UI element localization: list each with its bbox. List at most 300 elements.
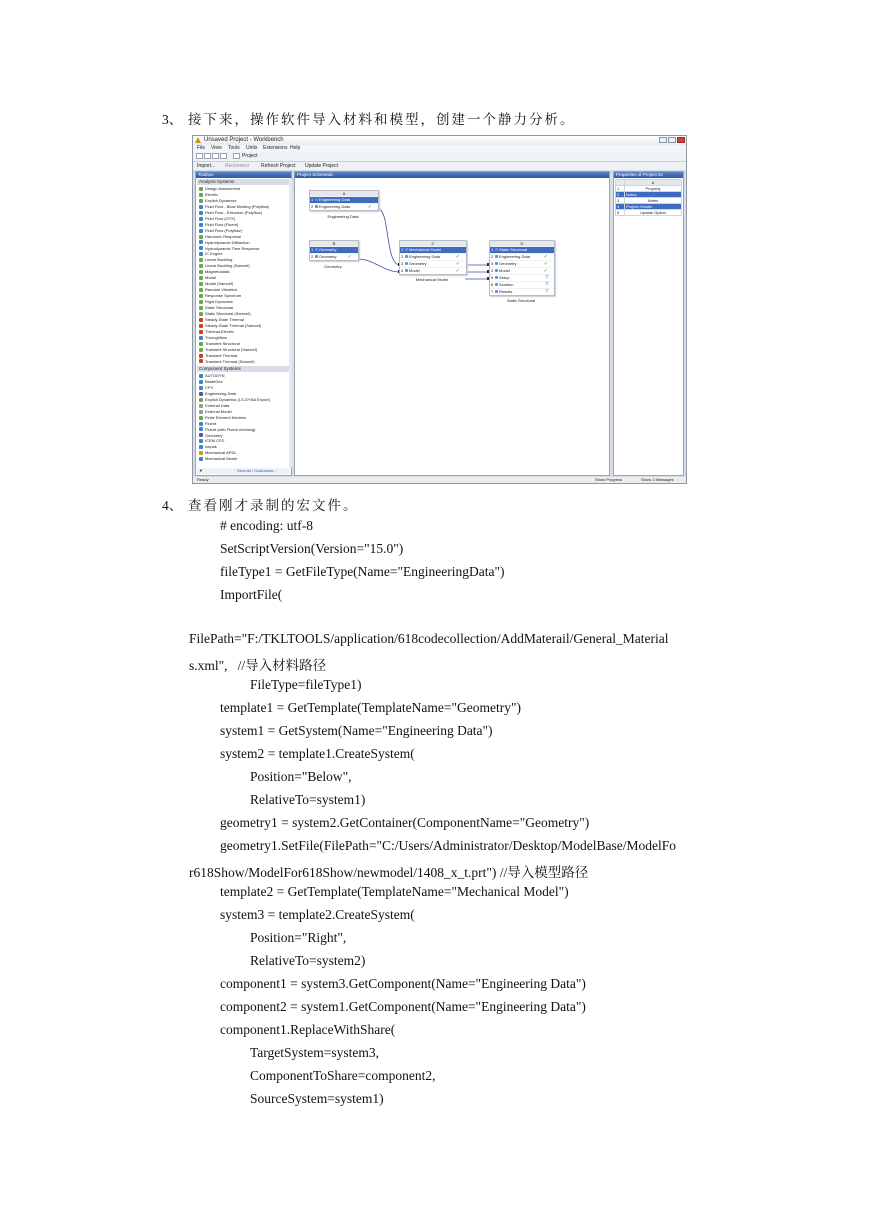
toolbox-item[interactable] bbox=[199, 210, 262, 215]
toolbox-item[interactable] bbox=[199, 341, 240, 346]
code-line: component2 = system1.GetComponent(Name="Engineering Data") bbox=[220, 999, 586, 1014]
toolbox-item-label: BladeGen bbox=[205, 378, 223, 384]
toolbox-item[interactable] bbox=[199, 415, 246, 420]
system-type-icon bbox=[199, 252, 203, 256]
toolbox-item-label: Fluid Flow (CFX) bbox=[205, 215, 236, 221]
system-column-letter: C bbox=[400, 241, 466, 246]
menu-extensions[interactable]: Extensions bbox=[263, 145, 288, 151]
system-type-icon bbox=[199, 422, 203, 426]
code-line: s.xml", //导入材料路径 bbox=[189, 658, 327, 673]
up-to-date-check-icon: ✓ bbox=[543, 254, 548, 260]
toolbox-item[interactable] bbox=[199, 222, 238, 227]
cell-type-icon bbox=[495, 262, 498, 265]
cell-number: 1 bbox=[491, 247, 494, 252]
code-line: template2 = GetTemplate(TemplateName="Mechanical Model") bbox=[220, 884, 569, 899]
cell-type-icon bbox=[315, 248, 318, 251]
cell-number: 4 bbox=[401, 268, 404, 273]
toolbox-item-label: Fluid Flow - Extrusion (Polyflow) bbox=[205, 209, 263, 215]
status-ready: Ready bbox=[197, 477, 209, 482]
toolbox-item-label: Transient Structural (Samcef) bbox=[205, 346, 258, 352]
system-type-icon bbox=[199, 312, 203, 316]
toolbox-item-label: Magnetostatic bbox=[205, 269, 230, 275]
toolbox-item-label: Transient Thermal (Samcef) bbox=[205, 358, 255, 364]
system-type-icon bbox=[199, 276, 203, 280]
cell-label: Geometry bbox=[319, 247, 337, 252]
toolbox-item[interactable] bbox=[199, 287, 237, 292]
status-bar bbox=[193, 477, 686, 483]
system-type-icon bbox=[199, 374, 203, 378]
link-geometry bbox=[357, 259, 400, 272]
close-icon[interactable] bbox=[677, 137, 685, 143]
system-type-icon bbox=[199, 354, 203, 358]
cell-label: Model bbox=[409, 268, 420, 273]
code-line: ComponentToShare=component2, bbox=[250, 1068, 436, 1083]
toolbox-item-label: Fluent (with Fluent meshing) bbox=[205, 426, 256, 432]
cell-type-icon bbox=[405, 269, 408, 272]
toolbox-item[interactable] bbox=[199, 323, 261, 328]
system-type-icon bbox=[199, 386, 203, 390]
system-type-icon bbox=[199, 211, 203, 215]
system-type-icon bbox=[199, 306, 203, 310]
toolbox-item[interactable] bbox=[199, 257, 232, 262]
system-type-icon bbox=[199, 318, 203, 322]
properties-title: Properties of Project Sc bbox=[614, 172, 683, 178]
cell-label: Mechanical Model bbox=[409, 247, 442, 252]
up-to-date-check-icon: ✓ bbox=[455, 268, 460, 274]
step-text: 接下来，操作软件导入材料和模型，创建一个静力分析。 bbox=[188, 112, 576, 127]
up-to-date-check-icon: ✓ bbox=[543, 268, 548, 274]
system-type-icon bbox=[199, 270, 203, 274]
toolbox-item-label: Transient Structural bbox=[205, 340, 240, 346]
schematic-title: Project Schematic bbox=[295, 172, 609, 178]
up-to-date-check-icon: ✓ bbox=[455, 261, 460, 267]
toolbox-item[interactable] bbox=[199, 438, 224, 443]
cell-type-icon bbox=[315, 198, 318, 201]
toolbox-item-label: Steady-State Thermal (Samcef) bbox=[205, 322, 262, 328]
toolbox-item[interactable] bbox=[199, 204, 269, 209]
refresh-required-icon: ? bbox=[545, 282, 548, 288]
system-type-icon bbox=[199, 288, 203, 292]
minimize-icon[interactable] bbox=[659, 137, 667, 143]
system-type-icon bbox=[199, 457, 203, 461]
component-systems-header[interactable]: Component Systems bbox=[197, 366, 290, 372]
up-to-date-check-icon: ✓ bbox=[347, 254, 352, 260]
workbench-screenshot bbox=[192, 135, 687, 484]
cell-type-icon bbox=[495, 248, 498, 251]
up-to-date-check-icon: ✓ bbox=[543, 261, 548, 267]
toolbox-item[interactable] bbox=[199, 456, 237, 461]
cell-type-icon bbox=[315, 255, 318, 258]
toolbox-item[interactable] bbox=[199, 359, 255, 364]
maximize-icon[interactable] bbox=[668, 137, 676, 143]
system-type-icon bbox=[199, 324, 203, 328]
menu-tools[interactable]: Tools bbox=[228, 145, 240, 151]
system-type-icon bbox=[199, 410, 203, 414]
system-cell[interactable] bbox=[400, 267, 466, 274]
code-line: RelativeTo=system2) bbox=[250, 953, 366, 968]
ansys-logo-icon bbox=[195, 137, 201, 143]
cell-number: 2 bbox=[401, 254, 404, 259]
toolbox-item-label: Fluid Flow (Fluent) bbox=[205, 221, 239, 227]
toolbox-item[interactable] bbox=[199, 373, 224, 378]
toolbox-item-label: CFX bbox=[205, 384, 213, 390]
code-line: system3 = template2.CreateSystem( bbox=[220, 907, 415, 922]
toolbox-item[interactable] bbox=[199, 391, 236, 396]
system-cell[interactable] bbox=[490, 274, 554, 281]
toolbox-item[interactable] bbox=[199, 385, 213, 390]
toolbox-item[interactable] bbox=[199, 198, 236, 203]
system-cell[interactable] bbox=[490, 260, 554, 267]
system-cell[interactable] bbox=[310, 196, 378, 203]
cell-label: Engineering Data bbox=[409, 254, 440, 259]
table-row[interactable]: 1 Property bbox=[616, 186, 682, 192]
refresh-required-icon: ? bbox=[545, 289, 548, 295]
system-b[interactable] bbox=[309, 240, 359, 261]
code-line: geometry1.SetFile(FilePath="C:/Users/Administrator/Desktop/ModelBase/ModelFo bbox=[220, 838, 676, 853]
system-type-icon bbox=[199, 398, 203, 402]
toolbox-item[interactable] bbox=[199, 240, 250, 245]
cell-type-icon bbox=[405, 255, 408, 258]
system-type-icon bbox=[199, 282, 203, 286]
toolbox-panel bbox=[195, 171, 292, 476]
system-type-icon bbox=[199, 439, 203, 443]
cell-number: 1 bbox=[311, 197, 314, 202]
toolbox-item-label: Fluid Flow (Polyflow) bbox=[205, 227, 242, 233]
cell-number: 1 bbox=[401, 247, 404, 252]
table-row[interactable]: 4 Project Header bbox=[616, 204, 682, 210]
toolbox-item[interactable] bbox=[199, 335, 227, 340]
properties-table bbox=[615, 179, 682, 216]
cell-number: 3 bbox=[401, 261, 404, 266]
toolbox-item[interactable] bbox=[199, 317, 244, 322]
toolbox-item-label: Transient Thermal bbox=[205, 352, 238, 358]
open-icon[interactable] bbox=[204, 153, 211, 159]
code-line: # encoding: utf-8 bbox=[220, 518, 313, 533]
system-type-icon bbox=[199, 392, 203, 396]
cell-label: Static Structural bbox=[499, 247, 528, 252]
system-d-caption: Static Structural bbox=[506, 298, 536, 303]
code-line: SetScriptVersion(Version="15.0") bbox=[220, 541, 404, 556]
toolbox-item-label: Explicit Dynamics bbox=[205, 197, 237, 203]
cell-label: Geometry bbox=[409, 261, 427, 266]
toolbox-item-label: Hydrodynamic Time Response bbox=[205, 245, 260, 251]
system-cell[interactable] bbox=[490, 267, 554, 274]
toolbox-item-label: Electric bbox=[205, 191, 219, 197]
toolbox-item[interactable] bbox=[199, 311, 251, 316]
filter-icon[interactable]: ▼ bbox=[199, 468, 203, 473]
toolbox-item-label: Hydrodynamic Diffraction bbox=[205, 239, 250, 245]
properties-col-a: A bbox=[625, 180, 682, 186]
toolbox-item-label: Static Structural bbox=[205, 305, 234, 310]
system-cell[interactable] bbox=[310, 203, 378, 210]
system-type-icon bbox=[199, 348, 203, 352]
refresh-required-icon: ? bbox=[545, 275, 548, 281]
table-row[interactable]: 2 Notes bbox=[616, 192, 682, 198]
system-cell[interactable] bbox=[490, 246, 554, 253]
toolbox-item-label: Finite Element Modeler bbox=[205, 414, 247, 420]
menu-units[interactable]: Units bbox=[246, 145, 258, 151]
system-type-icon bbox=[199, 205, 203, 209]
menu-file[interactable]: File bbox=[197, 145, 206, 151]
system-type-icon bbox=[199, 451, 203, 455]
system-type-icon bbox=[199, 445, 203, 449]
show-messages-button[interactable]: Show 1 Messages bbox=[641, 477, 674, 482]
toolbox-item[interactable] bbox=[199, 234, 241, 239]
system-cell[interactable] bbox=[490, 288, 554, 295]
toolbox-item-label: Linear Buckling bbox=[205, 257, 233, 263]
code-line: FilePath="F:/TKLTOOLS/application/618codecollection/AddMaterail/General_Material bbox=[189, 631, 669, 646]
system-type-icon bbox=[199, 300, 203, 304]
toolbox-item[interactable] bbox=[199, 228, 242, 233]
toolbox-item[interactable] bbox=[199, 246, 259, 251]
code-line: template1 = GetTemplate(TemplateName="Geometry") bbox=[220, 700, 521, 715]
toolbox-item-label: External Data bbox=[205, 402, 230, 408]
system-type-icon bbox=[199, 240, 203, 244]
menu-bar bbox=[193, 145, 686, 152]
code-line: fileType1 = GetFileType(Name="EngineeringData") bbox=[220, 564, 505, 579]
title-bar bbox=[193, 136, 686, 145]
reconnect-button[interactable]: Reconnect bbox=[225, 163, 249, 169]
system-type-icon bbox=[199, 223, 203, 227]
system-cell[interactable] bbox=[400, 246, 466, 253]
save-icon[interactable] bbox=[212, 153, 219, 159]
cell-label: Model bbox=[499, 268, 510, 273]
refresh-project-button[interactable]: Refresh Project bbox=[261, 163, 296, 169]
analysis-systems-header[interactable]: Analysis Systems bbox=[197, 179, 290, 185]
system-type-icon bbox=[199, 294, 203, 298]
code-line: ImportFile( bbox=[220, 587, 283, 602]
system-a-caption: Engineering Data bbox=[327, 214, 359, 219]
window-title: Unsaved Project - Workbench bbox=[204, 137, 284, 143]
toolbox-item-label: Steady-State Thermal bbox=[205, 316, 244, 322]
system-cell[interactable] bbox=[400, 260, 466, 267]
toolbox-item[interactable] bbox=[199, 403, 229, 408]
toolbox-scrollbar[interactable] bbox=[289, 179, 292, 467]
system-type-icon bbox=[199, 336, 203, 340]
cell-label: Setup bbox=[499, 275, 510, 280]
system-column-letter: D bbox=[490, 241, 554, 246]
code-line: geometry1 = system2.GetContainer(ComponentName="Geometry") bbox=[220, 815, 590, 830]
code-line: r618Show/ModelFor618Show/newmodel/1408_x_t.prt") //导入模型路径 bbox=[189, 865, 589, 880]
toolbox-item-label: Design Assessment bbox=[205, 186, 241, 191]
system-type-icon bbox=[199, 229, 203, 233]
toolbox-item[interactable] bbox=[199, 353, 237, 358]
new-icon[interactable] bbox=[196, 153, 203, 159]
system-type-icon bbox=[199, 404, 203, 408]
step-text: 查看刚才录制的宏文件。 bbox=[188, 498, 359, 513]
cell-type-icon bbox=[405, 262, 408, 265]
step-number: 3、 bbox=[162, 112, 183, 127]
toolbox-item-label: Fluent bbox=[205, 420, 217, 426]
menu-view[interactable]: View bbox=[211, 145, 222, 151]
view-all-link[interactable]: View All / Customize... bbox=[237, 468, 277, 473]
system-type-icon bbox=[199, 359, 203, 363]
main-toolbar bbox=[193, 152, 686, 162]
toolbox-item-label: ICEM CFD bbox=[205, 438, 225, 444]
cell-label: Solution bbox=[499, 282, 514, 287]
toolbox-item[interactable] bbox=[199, 305, 233, 310]
system-d[interactable] bbox=[489, 240, 555, 296]
toolbox-item[interactable] bbox=[199, 263, 250, 268]
cell-type-icon bbox=[495, 283, 498, 286]
code-line: system2 = template1.CreateSystem( bbox=[220, 746, 415, 761]
system-type-icon bbox=[199, 330, 203, 334]
system-type-icon bbox=[199, 199, 203, 203]
step-3 bbox=[162, 108, 576, 128]
system-type-icon bbox=[199, 416, 203, 420]
update-project-button[interactable]: Update Project bbox=[305, 163, 339, 169]
toolbox-item-label: Explicit Dynamics (LS-DYNA Export) bbox=[205, 396, 270, 402]
cell-number: 4 bbox=[491, 268, 494, 273]
properties-panel bbox=[613, 171, 684, 476]
toolbox-item-label: Random Vibration bbox=[205, 287, 237, 293]
toolbox-item-label: Static Structural (Samcef) bbox=[205, 310, 251, 316]
toolbox-item-label: Thermal-Electric bbox=[205, 328, 235, 334]
code-line: RelativeTo=system1) bbox=[250, 792, 366, 807]
toolbox-item-label: Response Spectrum bbox=[205, 293, 242, 299]
system-type-icon bbox=[199, 342, 203, 346]
toolbox-item[interactable] bbox=[199, 379, 223, 384]
save-as-icon[interactable] bbox=[220, 153, 227, 159]
code-line: FileType=fileType1) bbox=[250, 677, 362, 692]
code-line: SourceSystem=system1) bbox=[250, 1091, 384, 1106]
toolbox-item[interactable] bbox=[199, 421, 216, 426]
table-row[interactable]: 3 Notes bbox=[616, 198, 682, 204]
toolbox-item[interactable] bbox=[199, 281, 233, 286]
cell-number: 6 bbox=[491, 282, 494, 287]
toolbox-item[interactable] bbox=[199, 269, 230, 274]
code-line: TargetSystem=system3, bbox=[250, 1045, 380, 1060]
toolbox-item-label: AUTODYN bbox=[205, 373, 225, 378]
system-cell[interactable] bbox=[490, 281, 554, 288]
toolbox-item-label: Modal (Samcef) bbox=[205, 281, 234, 287]
cell-type-icon bbox=[495, 276, 498, 279]
toolbox-item-label: Harmonic Response bbox=[205, 233, 242, 239]
cell-type-icon bbox=[405, 248, 408, 251]
toolbox-item[interactable] bbox=[199, 186, 240, 191]
menu-help[interactable]: Help bbox=[290, 145, 301, 151]
system-type-icon bbox=[199, 193, 203, 197]
toolbox-title: Toolbox bbox=[196, 172, 291, 178]
system-column-letter: A bbox=[310, 191, 378, 196]
toolbox-item[interactable] bbox=[199, 192, 218, 197]
system-c[interactable] bbox=[399, 240, 467, 275]
project-tab[interactable]: Project bbox=[242, 153, 258, 159]
cell-label: Engineering Data bbox=[499, 254, 530, 259]
cell-number: 2 bbox=[311, 254, 314, 259]
cell-label: Geometry bbox=[499, 261, 517, 266]
system-type-icon bbox=[199, 187, 203, 191]
code-line: Position="Right", bbox=[250, 930, 347, 945]
toolbox-item[interactable] bbox=[199, 397, 270, 402]
toolbox-item-label: Throughflow bbox=[205, 334, 228, 340]
system-type-icon bbox=[199, 380, 203, 384]
project-tab-icon[interactable] bbox=[233, 153, 240, 159]
cell-number: 5 bbox=[491, 275, 494, 280]
system-b-caption: Geometry bbox=[324, 264, 342, 269]
toolbox-item[interactable] bbox=[199, 216, 235, 221]
cell-type-icon bbox=[495, 269, 498, 272]
table-row[interactable]: 5 Update Option bbox=[616, 210, 682, 216]
system-cell[interactable] bbox=[310, 253, 358, 260]
cell-number: 3 bbox=[491, 261, 494, 266]
cell-type-icon bbox=[495, 290, 498, 293]
system-column-letter: B bbox=[310, 241, 358, 246]
cell-label: Engineering Data bbox=[319, 197, 350, 202]
toolbox-item[interactable] bbox=[199, 299, 233, 304]
toolbox-footer bbox=[197, 468, 290, 474]
cell-number: 7 bbox=[491, 289, 494, 294]
toolbox-item-label: Fluid Flow - Blow Molding (Polyflow) bbox=[205, 203, 270, 209]
project-schematic-panel bbox=[294, 171, 610, 476]
toolbox-item[interactable] bbox=[199, 275, 216, 280]
cell-type-icon bbox=[315, 205, 318, 208]
toolbox-item-label: Engineering Data bbox=[205, 390, 236, 396]
system-type-icon bbox=[199, 264, 203, 268]
cell-label: Results bbox=[499, 289, 513, 294]
cell-number: 1 bbox=[311, 247, 314, 252]
toolbox-item[interactable] bbox=[199, 409, 232, 414]
up-to-date-check-icon: ✓ bbox=[455, 254, 460, 260]
toolbox-item-label: Mechanical APDL bbox=[205, 450, 237, 456]
toolbox-item[interactable] bbox=[199, 450, 237, 455]
system-type-icon bbox=[199, 258, 203, 262]
toolbox-item[interactable] bbox=[199, 251, 223, 256]
cell-label: Geometry bbox=[319, 254, 337, 259]
system-cell[interactable] bbox=[310, 246, 358, 253]
code-line: component1 = system3.GetComponent(Name="Engineering Data") bbox=[220, 976, 586, 991]
toolbox-item-label: Modal bbox=[205, 275, 216, 281]
system-cell[interactable] bbox=[490, 253, 554, 260]
toolbox-item[interactable] bbox=[199, 433, 223, 438]
code-line: system1 = GetSystem(Name="Engineering Data") bbox=[220, 723, 493, 738]
toolbox-item-label: Linear Buckling (Samcef) bbox=[205, 263, 250, 269]
cell-number: 2 bbox=[311, 204, 314, 209]
toolbox-item-label: External Model bbox=[205, 408, 232, 414]
toolbox-item-label: IC Engine bbox=[205, 251, 223, 257]
project-toolbar bbox=[193, 162, 686, 170]
up-to-date-check-icon: ✓ bbox=[367, 204, 372, 210]
system-cell[interactable] bbox=[400, 253, 466, 260]
toolbox-item-label: Mechanical Model bbox=[205, 456, 238, 462]
system-type-icon bbox=[199, 427, 203, 431]
toolbox-item-label: Rigid Dynamics bbox=[205, 299, 233, 305]
toolbox-item[interactable] bbox=[199, 329, 234, 334]
toolbox-item[interactable] bbox=[199, 427, 255, 432]
code-line: Position="Below", bbox=[250, 769, 352, 784]
toolbox-item[interactable] bbox=[199, 347, 257, 352]
cell-type-icon bbox=[495, 255, 498, 258]
link-engineering-data bbox=[378, 209, 400, 265]
system-type-icon bbox=[199, 235, 203, 239]
show-progress-button[interactable]: Show Progress bbox=[595, 477, 623, 482]
cell-label: Engineering Data bbox=[319, 204, 350, 209]
toolbox-item[interactable] bbox=[199, 444, 217, 449]
code-line: component1.ReplaceWithShare( bbox=[220, 1022, 396, 1037]
step-4 bbox=[162, 494, 359, 514]
toolbox-item-label: Geometry bbox=[205, 432, 223, 438]
system-type-icon bbox=[199, 217, 203, 221]
toolbox-item-label: Icepak bbox=[205, 444, 217, 450]
connection-lines bbox=[295, 178, 609, 476]
system-type-icon bbox=[199, 433, 203, 437]
system-type-icon bbox=[199, 246, 203, 250]
system-a[interactable] bbox=[309, 190, 379, 211]
toolbox-item[interactable] bbox=[199, 293, 241, 298]
import-button[interactable]: Import... bbox=[197, 163, 216, 169]
cell-number: 2 bbox=[491, 254, 494, 259]
system-c-caption: Mechanical Model bbox=[415, 277, 449, 282]
